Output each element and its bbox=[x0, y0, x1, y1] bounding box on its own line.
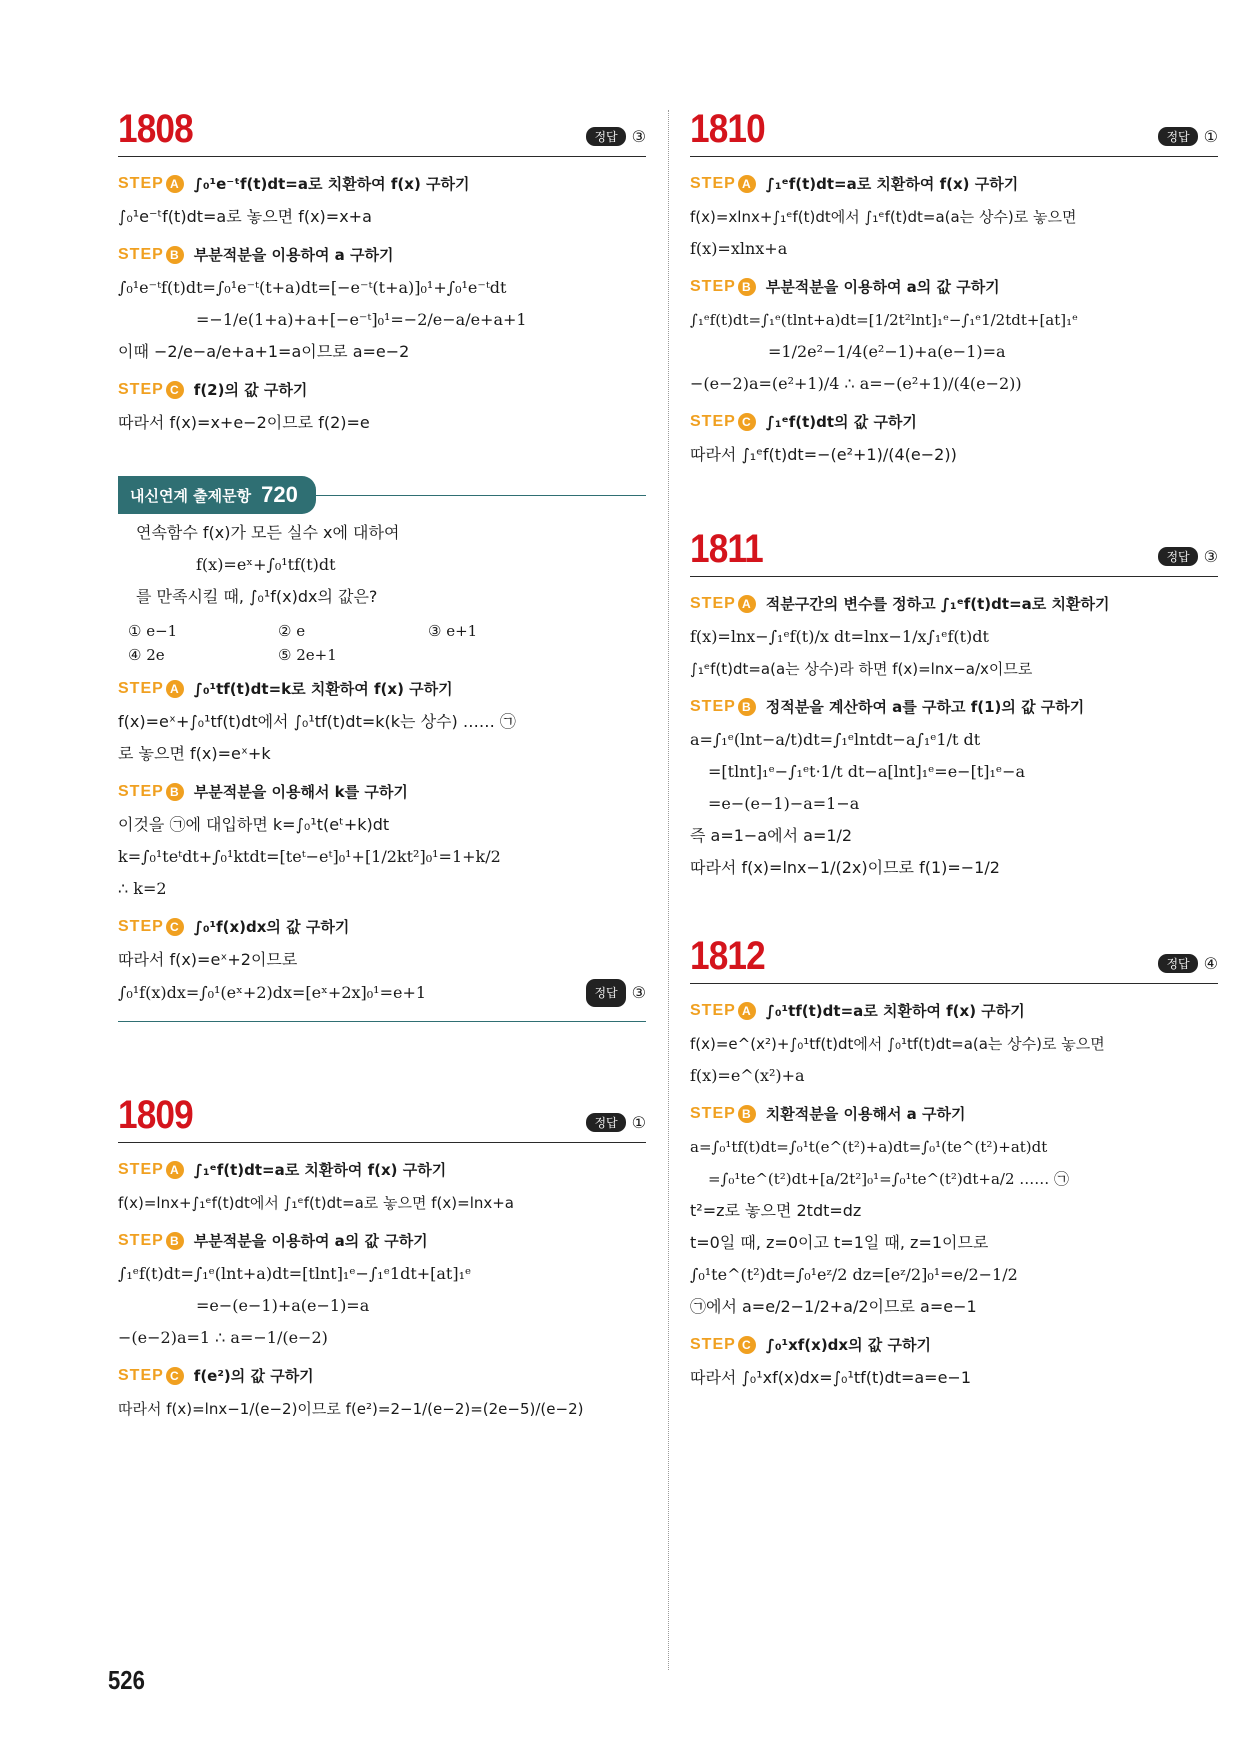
answer-choice: ③ bbox=[631, 127, 646, 146]
step-title: f(2)의 값 구하기 bbox=[193, 381, 308, 399]
answer-label bbox=[586, 979, 646, 1007]
solution-line: 로 놓으면 f(x)=eˣ+k bbox=[118, 744, 271, 763]
step-b bbox=[118, 781, 646, 802]
step-title: 부분적분을 이용해서 k를 구하기 bbox=[193, 783, 408, 801]
problem-number: 1812 bbox=[690, 934, 765, 978]
page-number: 526 bbox=[108, 1665, 145, 1695]
answer-label bbox=[1158, 547, 1218, 566]
step-title: ∫₁ᵉf(t)dt=a로 치환하여 f(x) 구하기 bbox=[765, 175, 1019, 193]
answer-badge: 정답 bbox=[586, 979, 625, 1007]
answer-choices bbox=[128, 622, 646, 664]
step-label: STEP A bbox=[690, 175, 756, 193]
solution-line: 이때 −2/e−a/e+a+1=a이므로 a=e−2 bbox=[118, 342, 410, 361]
choice: ④ 2e bbox=[128, 646, 165, 664]
step-label: STEP B bbox=[118, 783, 184, 801]
problem-header bbox=[690, 520, 1218, 577]
step-label: STEP B bbox=[118, 246, 184, 264]
solution-line: 따라서 ∫₁ᵉf(t)dt=−(e²+1)/(4(e−2)) bbox=[690, 445, 957, 464]
solution-text: ∫₀¹f(x)dx=∫₀¹(eˣ+2)dx=[eˣ+2x]₀¹=e+1 bbox=[118, 983, 427, 1002]
question-equation: f(x)=eˣ+∫₀¹tf(t)dt bbox=[196, 555, 336, 574]
related-title: 내신연계 출제문항 720 bbox=[118, 476, 316, 514]
step-c bbox=[118, 1365, 646, 1386]
step-title: 부분적분을 이용하여 a 구하기 bbox=[193, 246, 394, 264]
answer-choice: ③ bbox=[631, 983, 646, 1002]
solution-line: 이것을 ㉠에 대입하면 k=∫₀¹t(eᵗ+k)dt bbox=[118, 815, 390, 834]
solution-line: ∫₀¹e⁻ᵗf(t)dt=a로 놓으면 f(x)=x+a bbox=[118, 207, 372, 226]
step-title: ∫₀¹e⁻ᵗf(t)dt=a로 치환하여 f(x) 구하기 bbox=[193, 175, 470, 193]
answer-choice: ① bbox=[631, 1113, 646, 1132]
step-label: STEP C bbox=[118, 381, 184, 399]
step-b bbox=[690, 696, 1218, 717]
solution-line: ∫₁ᵉf(t)dt=∫₁ᵉ(lnt+a)dt=[tlnt]₁ᵉ−∫₁ᵉ1dt+[at]₁ᵉ bbox=[118, 1264, 472, 1283]
step-c bbox=[690, 1334, 1218, 1355]
answer-label bbox=[586, 127, 646, 146]
problem-header bbox=[118, 100, 646, 157]
solution-line: f(x)=lnx+∫₁ᵉf(t)dt에서 ∫₁ᵉf(t)dt=a로 놓으면 f(x)=lnx+a bbox=[118, 1194, 515, 1212]
answer-choice: ① bbox=[1203, 127, 1218, 146]
answer-label bbox=[586, 1113, 646, 1132]
step-label: STEP A bbox=[690, 595, 756, 613]
solution-line: 따라서 f(x)=eˣ+2이므로 bbox=[118, 950, 298, 969]
step-a bbox=[690, 1000, 1218, 1021]
solution-line: a=∫₀¹tf(t)dt=∫₀¹t(e^(t²)+a)dt=∫₀¹(te^(t²)+at)dt bbox=[690, 1138, 1048, 1156]
step-label: STEP B bbox=[690, 1105, 756, 1123]
solution-line: =[tlnt]₁ᵉ−∫₁ᵉt·1/t dt−a[lnt]₁ᵉ=e−[t]₁ᵉ−a bbox=[708, 762, 1026, 781]
problem-header bbox=[690, 100, 1218, 157]
choice: ② e bbox=[278, 622, 306, 640]
step-label: STEP A bbox=[118, 680, 184, 698]
step-title: ∫₀¹tf(t)dt=k로 치환하여 f(x) 구하기 bbox=[193, 680, 453, 698]
solution-line: =1/2e²−1/4(e²−1)+a(e−1)=a bbox=[768, 342, 1006, 361]
solution-line: ∫₀¹e⁻ᵗf(t)dt=∫₀¹e⁻ᵗ(t+a)dt=[−e⁻ᵗ(t+a)]₀¹+∫₀¹e⁻ᵗdt bbox=[118, 278, 507, 297]
step-label: STEP B bbox=[690, 278, 756, 296]
choice: ① e−1 bbox=[128, 622, 178, 640]
solution-line-final bbox=[118, 979, 646, 1007]
step-label: STEP A bbox=[118, 175, 184, 193]
step-b bbox=[118, 1230, 646, 1251]
question-line: 연속함수 f(x)가 모든 실수 x에 대하여 bbox=[136, 523, 400, 542]
problem-number: 1808 bbox=[118, 107, 193, 151]
step-label: STEP B bbox=[690, 698, 756, 716]
step-a bbox=[690, 173, 1218, 194]
problem-number: 1810 bbox=[690, 107, 765, 151]
solution-line: =∫₀¹te^(t²)dt+[a/2t²]₀¹=∫₀¹te^(t²)dt+a/2 …… ㉠ bbox=[708, 1170, 1070, 1188]
solution-line: 따라서 ∫₀¹xf(x)dx=∫₀¹tf(t)dt=a=e−1 bbox=[690, 1368, 972, 1387]
step-a bbox=[118, 173, 646, 194]
step-title: ∫₁ᵉf(t)dt=a로 치환하여 f(x) 구하기 bbox=[193, 1161, 447, 1179]
solution-line: ∫₁ᵉf(t)dt=∫₁ᵉ(tlnt+a)dt=[1/2t²lnt]₁ᵉ−∫₁ᵉ1/2tdt+[at]₁ᵉ bbox=[690, 311, 1078, 329]
problem-1808 bbox=[118, 100, 646, 436]
step-a bbox=[118, 678, 646, 699]
answer-choice: ③ bbox=[1203, 547, 1218, 566]
answer-badge: 정답 bbox=[586, 1113, 625, 1132]
solution-line: f(x)=eˣ+∫₀¹tf(t)dt에서 ∫₀¹tf(t)dt=k(k는 상수) …… ㉠ bbox=[118, 712, 516, 731]
step-b bbox=[118, 244, 646, 265]
right-column bbox=[690, 100, 1218, 1397]
solution-line: 따라서 f(x)=x+e−2이므로 f(2)=e bbox=[118, 413, 370, 432]
answer-badge: 정답 bbox=[1158, 954, 1197, 973]
step-c bbox=[690, 411, 1218, 432]
choice: ③ e+1 bbox=[428, 622, 478, 640]
answer-choice: ④ bbox=[1203, 954, 1218, 973]
step-label: STEP C bbox=[690, 1336, 756, 1354]
step-b bbox=[690, 276, 1218, 297]
problem-1810 bbox=[690, 100, 1218, 468]
step-label: STEP C bbox=[118, 1367, 184, 1385]
answer-badge: 정답 bbox=[1158, 547, 1197, 566]
problem-1811 bbox=[690, 520, 1218, 881]
question-line: 를 만족시킬 때, ∫₀¹f(x)dx의 값은? bbox=[136, 587, 378, 606]
answer-label bbox=[1158, 954, 1218, 973]
step-label: STEP C bbox=[690, 413, 756, 431]
step-label: STEP A bbox=[690, 1002, 756, 1020]
solution-line: ㉠에서 a=e/2−1/2+a/2이므로 a=e−1 bbox=[690, 1297, 977, 1316]
solution-line: 따라서 f(x)=lnx−1/(2x)이므로 f(1)=−1/2 bbox=[690, 858, 1000, 877]
related-rule bbox=[316, 495, 646, 496]
solution-line: f(x)=xlnx+a bbox=[690, 239, 788, 258]
solution-line: k=∫₀¹teᵗdt+∫₀¹ktdt=[teᵗ−eᵗ]₀¹+[1/2kt²]₀¹=1+k/2 bbox=[118, 847, 501, 866]
step-label: STEP C bbox=[118, 918, 184, 936]
step-title: f(e²)의 값 구하기 bbox=[193, 1367, 314, 1385]
step-label: STEP A bbox=[118, 1161, 184, 1179]
problem-header bbox=[118, 1086, 646, 1143]
step-title: 부분적분을 이용하여 a의 값 구하기 bbox=[765, 278, 1000, 296]
step-title: ∫₀¹f(x)dx의 값 구하기 bbox=[193, 918, 350, 936]
solution-line: ∫₁ᵉf(t)dt=a(a는 상수)라 하면 f(x)=lnx−a/x이므로 bbox=[690, 660, 1033, 678]
solution-line: t²=z로 놓으면 2tdt=dz bbox=[690, 1201, 862, 1220]
solution-line: ∫₀¹te^(t²)dt=∫₀¹eᶻ/2 dz=[eᶻ/2]₀¹=e/2−1/2 bbox=[690, 1265, 1018, 1284]
problem-header bbox=[690, 927, 1218, 984]
solution-line: =e−(e−1)−a=1−a bbox=[708, 794, 860, 813]
solution-line: f(x)=lnx−∫₁ᵉf(t)/x dt=lnx−1/x∫₁ᵉf(t)dt bbox=[690, 627, 989, 646]
step-title: 치환적분을 이용해서 a 구하기 bbox=[765, 1105, 966, 1123]
solution-line: −(e−2)a=1 ∴ a=−1/(e−2) bbox=[118, 1328, 328, 1347]
column-divider bbox=[668, 110, 669, 1670]
solution-line: =−1/e(1+a)+a+[−e⁻ᵗ]₀¹=−2/e−a/e+a+1 bbox=[196, 310, 527, 329]
step-b bbox=[690, 1103, 1218, 1124]
solution-line: ∴ k=2 bbox=[118, 879, 167, 898]
step-label: STEP B bbox=[118, 1232, 184, 1250]
answer-label bbox=[1158, 127, 1218, 146]
related-end-rule bbox=[118, 1021, 646, 1022]
step-title: 적분구간의 변수를 정하고 ∫₁ᵉf(t)dt=a로 치환하기 bbox=[765, 595, 1110, 613]
step-title: 정적분을 계산하여 a를 구하고 f(1)의 값 구하기 bbox=[765, 698, 1085, 716]
related-problem-720 bbox=[118, 476, 646, 1022]
related-number: 720 bbox=[261, 482, 298, 507]
problem-1809 bbox=[118, 1086, 646, 1422]
step-c bbox=[118, 916, 646, 937]
solution-line: f(x)=e^(x²)+∫₀¹tf(t)dt에서 ∫₀¹tf(t)dt=a(a는 상수)로 놓으면 bbox=[690, 1035, 1105, 1053]
step-title: ∫₀¹xf(x)dx의 값 구하기 bbox=[765, 1336, 931, 1354]
problem-1812 bbox=[690, 927, 1218, 1391]
choice: ⑤ 2e+1 bbox=[278, 646, 337, 664]
solution-line: a=∫₁ᵉ(lnt−a/t)dt=∫₁ᵉlntdt−a∫₁ᵉ1/t dt bbox=[690, 730, 981, 749]
answer-badge: 정답 bbox=[1158, 127, 1197, 146]
solution-line: =e−(e−1)+a(e−1)=a bbox=[196, 1296, 370, 1315]
solution-line: −(e−2)a=(e²+1)/4 ∴ a=−(e²+1)/(4(e−2)) bbox=[690, 374, 1022, 393]
problem-number: 1809 bbox=[118, 1093, 193, 1137]
solution-line: f(x)=xlnx+∫₁ᵉf(t)dt에서 ∫₁ᵉf(t)dt=a(a는 상수)로 놓으면 bbox=[690, 208, 1077, 226]
step-title: 부분적분을 이용하여 a의 값 구하기 bbox=[193, 1232, 428, 1250]
step-a bbox=[118, 1159, 646, 1180]
step-title: ∫₀¹tf(t)dt=a로 치환하여 f(x) 구하기 bbox=[765, 1002, 1025, 1020]
solution-line: f(x)=e^(x²)+a bbox=[690, 1066, 805, 1085]
answer-badge: 정답 bbox=[586, 127, 625, 146]
related-header bbox=[118, 476, 646, 514]
left-column bbox=[118, 100, 646, 1428]
solution-line: t=0일 때, z=0이고 t=1일 때, z=1이므로 bbox=[690, 1233, 989, 1252]
step-title: ∫₁ᵉf(t)dt의 값 구하기 bbox=[765, 413, 917, 431]
solution-line: 따라서 f(x)=lnx−1/(e−2)이므로 f(e²)=2−1/(e−2)=(2e−5)/(e−2) bbox=[118, 1400, 584, 1418]
step-c bbox=[118, 379, 646, 400]
problem-number: 1811 bbox=[690, 527, 763, 571]
solution-line: 즉 a=1−a에서 a=1/2 bbox=[690, 826, 853, 845]
step-a bbox=[690, 593, 1218, 614]
